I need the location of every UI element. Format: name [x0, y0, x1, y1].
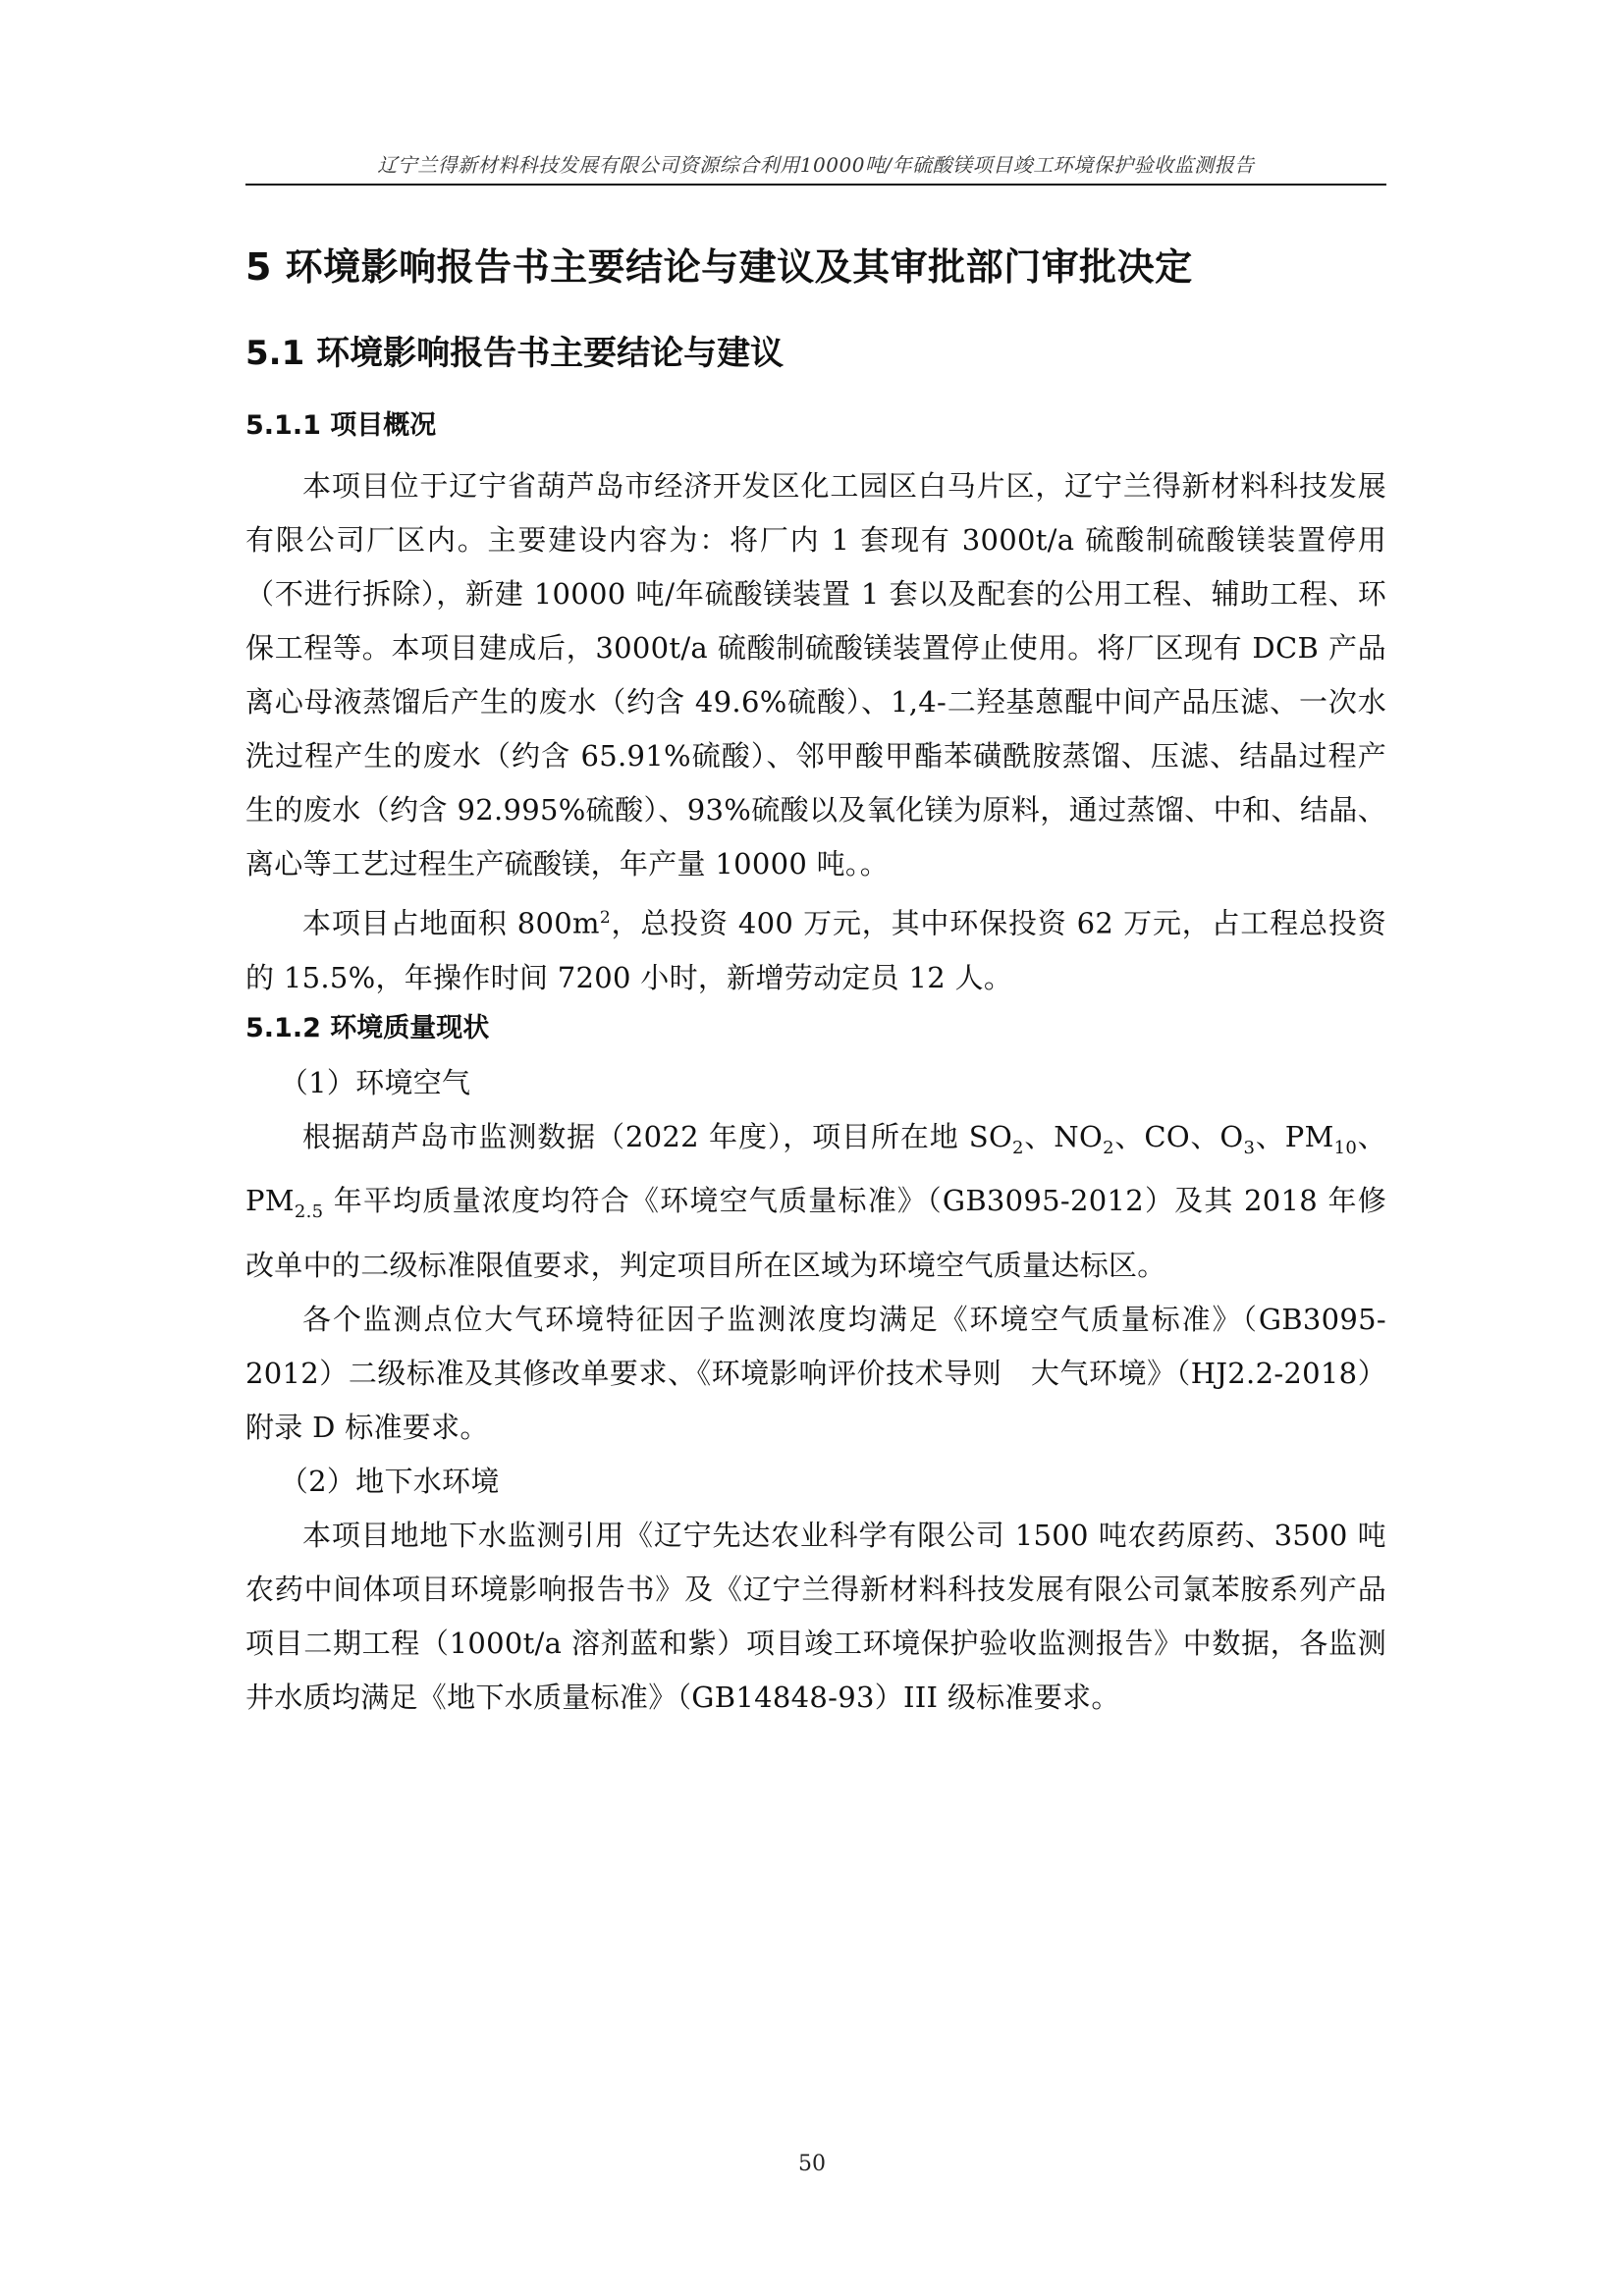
paragraph-air-monitoring — [245, 1110, 1386, 1294]
text-segment: 年平均质量浓度均符合《环境空气质量标准》（GB3095-2012）及其 2018 年修改单中的二级标准限值要求，判定项目所在区域为环境空气质量达标区。 — [245, 1184, 1386, 1283]
list-item-groundwater: （2）地下水环境 — [279, 1465, 500, 1499]
list-item-ambient-air: （1）环境空气 — [279, 1065, 471, 1099]
subscript: 2 — [1012, 1137, 1024, 1158]
superscript: 2 — [599, 908, 611, 928]
text-segment: ，总投资 400 万元，其中环保投资 62 万元，占工程总投资的 15.5%，年操作时间 7200 小时，新增劳动定员 12 人。 — [245, 906, 1386, 994]
text-segment: 、PM — [1255, 1119, 1334, 1153]
page-number: 50 — [798, 2152, 826, 2176]
running-header: 辽宁兰得新材料科技发展有限公司资源综合利用10000吨/年硫酸镁项目竣工环境保护验收监测报告 — [377, 153, 1255, 177]
header-rule — [245, 184, 1386, 186]
paragraph-air-characteristic-factors: 各个监测点位大气环境特征因子监测浓度均满足《环境空气质量标准》（GB3095-2012）二级标准及其修改单要求、《环境影响评价技术导则 大气环境》（HJ2.2-2018）附录 D 标准要求。 — [245, 1303, 1386, 1445]
text-segment: 本项目占地面积 800m — [302, 906, 600, 940]
section-title: 5.1 环境影响报告书主要结论与建议 — [245, 334, 785, 373]
page-content — [245, 240, 1386, 1725]
paragraph-investment — [245, 891, 1386, 1005]
text-segment: 根据葫芦岛市监测数据（2022 年度），项目所在地 SO — [302, 1119, 1013, 1153]
subscript: 2 — [1103, 1137, 1114, 1158]
subscript: 10 — [1333, 1137, 1358, 1158]
subsection-title-environment-quality: 5.1.2 环境质量现状 — [245, 1012, 490, 1043]
subsection-title-project-overview: 5.1.1 项目概况 — [245, 410, 437, 441]
text-segment: 、PM — [245, 1119, 1386, 1218]
subscript: 2.5 — [294, 1201, 324, 1223]
paragraph-groundwater: 本项目地地下水监测引用《辽宁先达农业科学有限公司 1500 吨农药原药、3500 吨农药中间体项目环境影响报告书》及《辽宁兰得新材料科技发展有限公司氯苯胺系列产品项目二期工程（1000t/a 溶剂蓝和紫）项目竣工环境保护验收监测报告》中数据，各监测井水质均满足《地下水质量标准》（GB14848-93）III 级标准要求。 — [245, 1519, 1386, 1715]
subscript: 3 — [1243, 1137, 1256, 1158]
chapter-title: 5 环境影响报告书主要结论与建议及其审批部门审批决定 — [245, 245, 1193, 289]
text-segment: 、NO — [1023, 1119, 1104, 1153]
text-segment: 、CO、O — [1113, 1119, 1244, 1153]
paragraph-project-overview: 本项目位于辽宁省葫芦岛市经济开发区化工园区白马片区，辽宁兰得新材料科技发展有限公司厂区内。主要建设内容为：将厂内 1 套现有 3000t/a 硫酸制硫酸镁装置停用（不进行拆除），新建 10000 吨/年硫酸镁装置 1 套以及配套的公用工程、辅助工程、环保工程等。本项目建成后，3000t/a 硫酸制硫酸镁装置停止使用。将厂区现有 DCB 产品离心母液蒸馏后产生的废水（约含 49.6%硫酸）、1,4-二羟基蒽醌中间产品压滤、一次水洗过程产生的废水（约含 65.91%硫酸）、邻甲酸甲酯苯磺酰胺蒸馏、压滤、结晶过程产生的废水（约含 92.995%硫酸）、93%硫酸以及氧化镁为原料，通过蒸馏、中和、结晶、离心等工艺过程生产硫酸镁，年产量 10000 吨。。 — [245, 469, 1386, 881]
